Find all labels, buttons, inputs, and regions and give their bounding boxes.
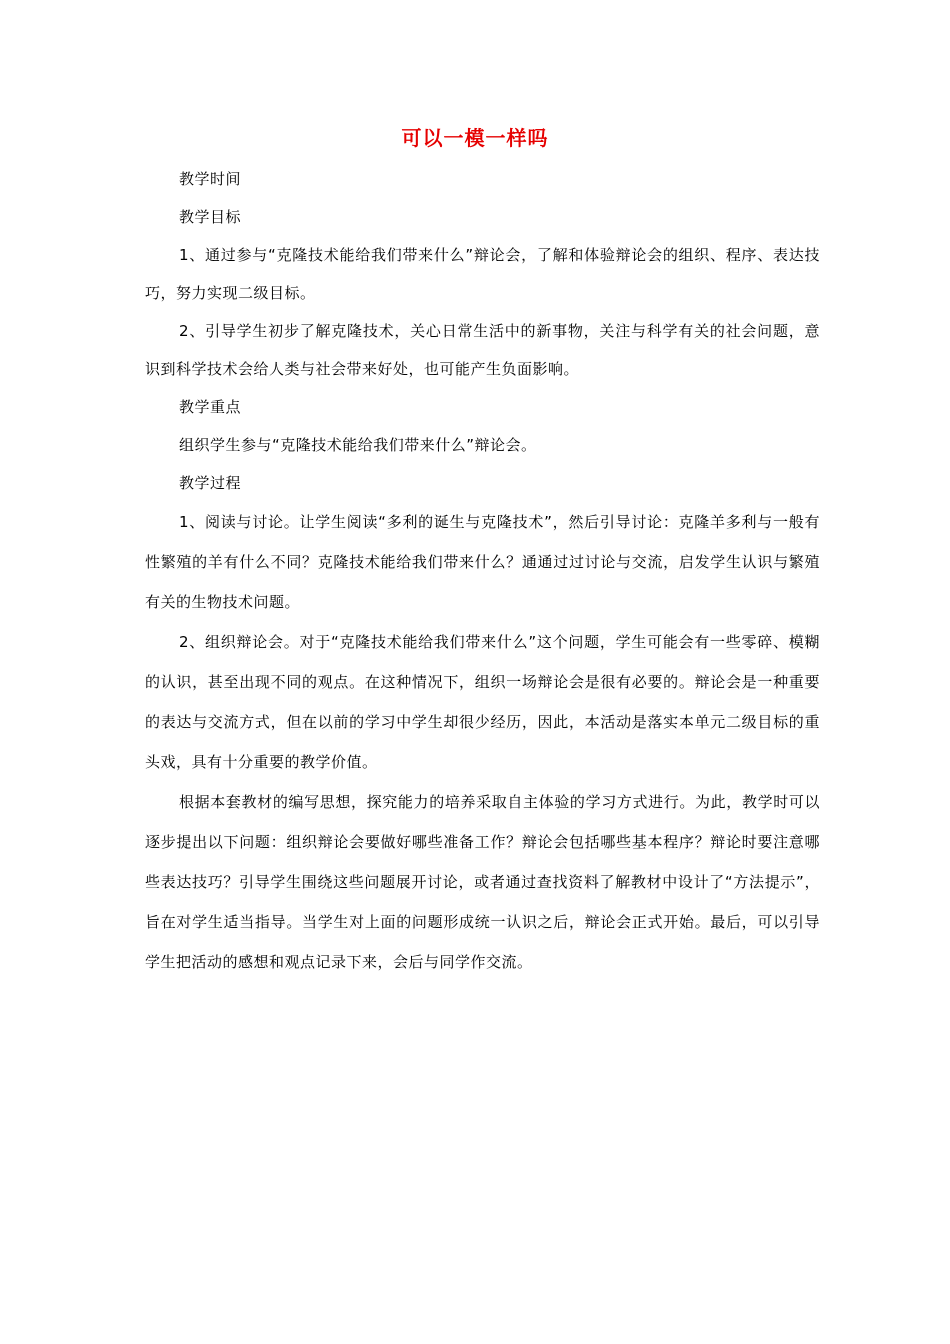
paragraph-process-summary: 根据本套教材的编写思想，探究能力的培养采取自主体验的学习方式进行。为此，教学时可以逐步提出以下问题：组织辩论会要做好哪些准备工作？辩论会包括哪些基本程序？辩论时要注意哪些表达技巧？引导学生围绕这些问题展开讨论，或者通过查找资料了解教材中设计了“方法提示”，旨在对学生适当指导。当学生对上面的问题形成统一认识之后，辩论会正式开始。最后，可以引导学生把活动的感想和观点记录下来，会后与同学作交流。 bbox=[145, 793, 820, 971]
paragraph-process-2: 2、组织辩论会。对于“克隆技术能给我们带来什么”这个问题，学生可能会有一些零碎、模糊的认识，甚至出现不同的观点。在这种情况下，组织一场辩论会是很有必要的。辩论会是一种重要的表达与交流方式，但在以前的学习中学生却很少经历，因此，本活动是落实本单元二级目标的重头戏，具有十分重要的教学价值。 bbox=[145, 633, 820, 771]
paragraph-teaching-goals: 教学目标 bbox=[179, 208, 242, 226]
paragraph-teaching-focus: 教学重点 bbox=[179, 398, 242, 416]
document-body bbox=[145, 160, 820, 982]
paragraph-goal-1: 1、通过参与“克隆技术能给我们带来什么”辩论会，了解和体验辩论会的组织、程序、表达技巧，努力实现二级目标。 bbox=[145, 246, 820, 302]
paragraph-focus-detail: 组织学生参与“克隆技术能给我们带来什么”辩论会。 bbox=[179, 436, 537, 454]
paragraph-teaching-process: 教学过程 bbox=[179, 474, 242, 492]
paragraph-goal-2: 2、引导学生初步了解克隆技术，关心日常生活中的新事物，关注与科学有关的社会问题，意识到科学技术会给人类与社会带来好处，也可能产生负面影响。 bbox=[145, 322, 820, 378]
paragraph-teaching-time: 教学时间 bbox=[179, 170, 242, 188]
paragraph-process-1: 1、阅读与讨论。让学生阅读“多利的诞生与克隆技术”，然后引导讨论：克隆羊多利与一般有性繁殖的羊有什么不同？克隆技术能给我们带来什么？通通过过讨论与交流，启发学生认识与繁殖有关的生物技术问题。 bbox=[145, 513, 820, 611]
document-title: 可以一模一样吗 bbox=[401, 126, 549, 150]
